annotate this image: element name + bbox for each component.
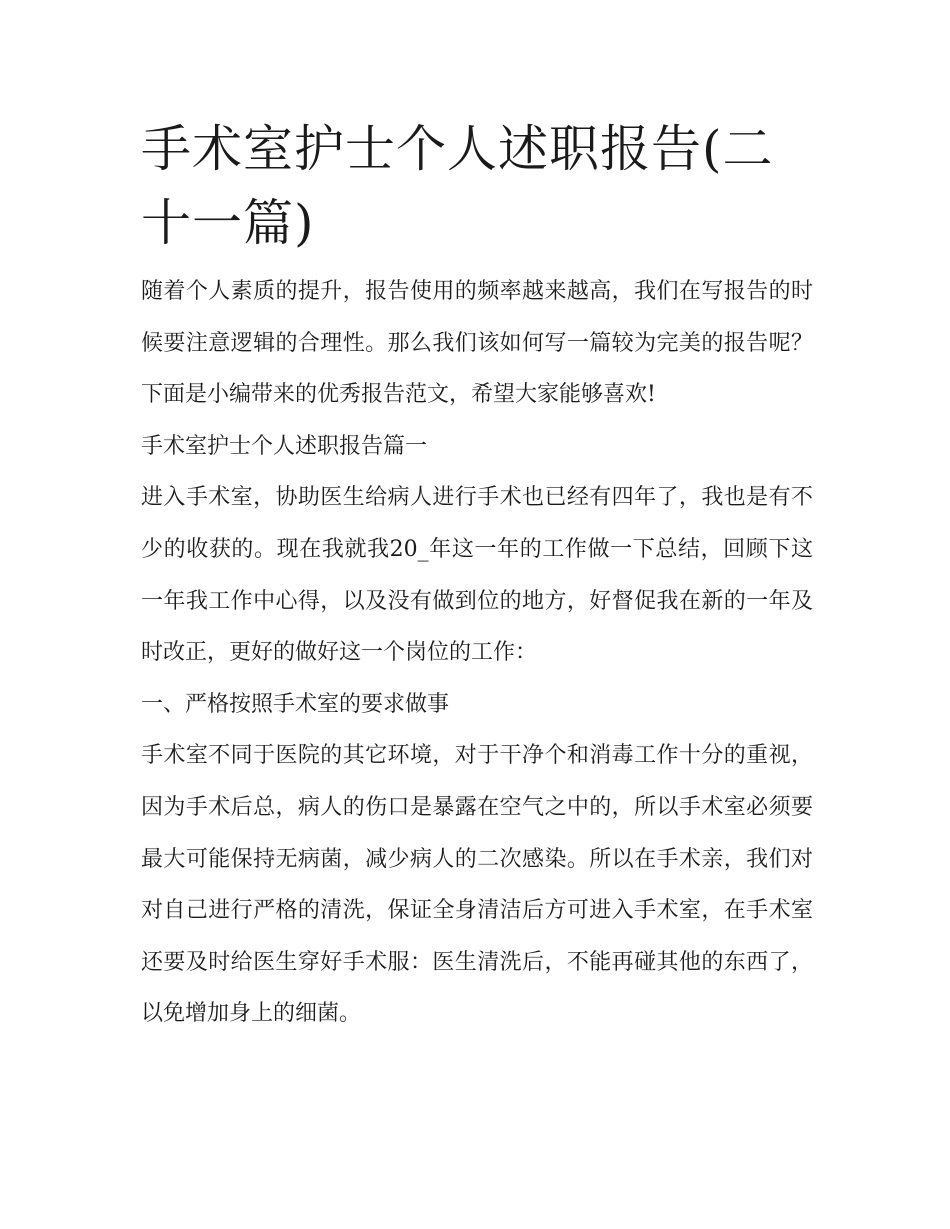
document-page <box>141 112 813 1040</box>
document-title: 手术室护士个人述职报告(二十一篇) <box>141 120 774 252</box>
point-heading: 一、严格按照手术室的要求做事 <box>141 691 450 717</box>
point-paragraph: 手术室不同于医院的其它环境，对于干净个和消毒工作十分的重视，因为手术后总，病人的伤口是暴露在空气之中的，所以手术室必须要最大可能保持无病菌，减少病人的二次感染。所以在手术亲，我们对对自己进行严格的清洗，保证全身清洁后方可进入手术室，在手术室还要及时给医生穿好手术服：医生清洗后，不能再碰其他的东西了，以免增加身上的细菌。 <box>141 743 813 1027</box>
intro-paragraph: 随着个人素质的提升，报告使用的频率越来越高，我们在写报告的时候要注意逻辑的合理性。那么我们该如何写一篇较为完美的报告呢？下面是小编带来的优秀报告范文，希望大家能够喜欢! <box>141 279 813 408</box>
section-paragraph: 进入手术室，协助医生给病人进行手术也已经有四年了，我也是有不少的收获的。现在我就我20_年这一年的工作做一下总结，回顾下这一年我工作中心得，以及没有做到位的地方，好督促我在新的一年及时改正，更好的做好这一个岗位的工作： <box>141 485 813 666</box>
section-heading: 手术室护士个人述职报告篇一 <box>141 433 428 459</box>
